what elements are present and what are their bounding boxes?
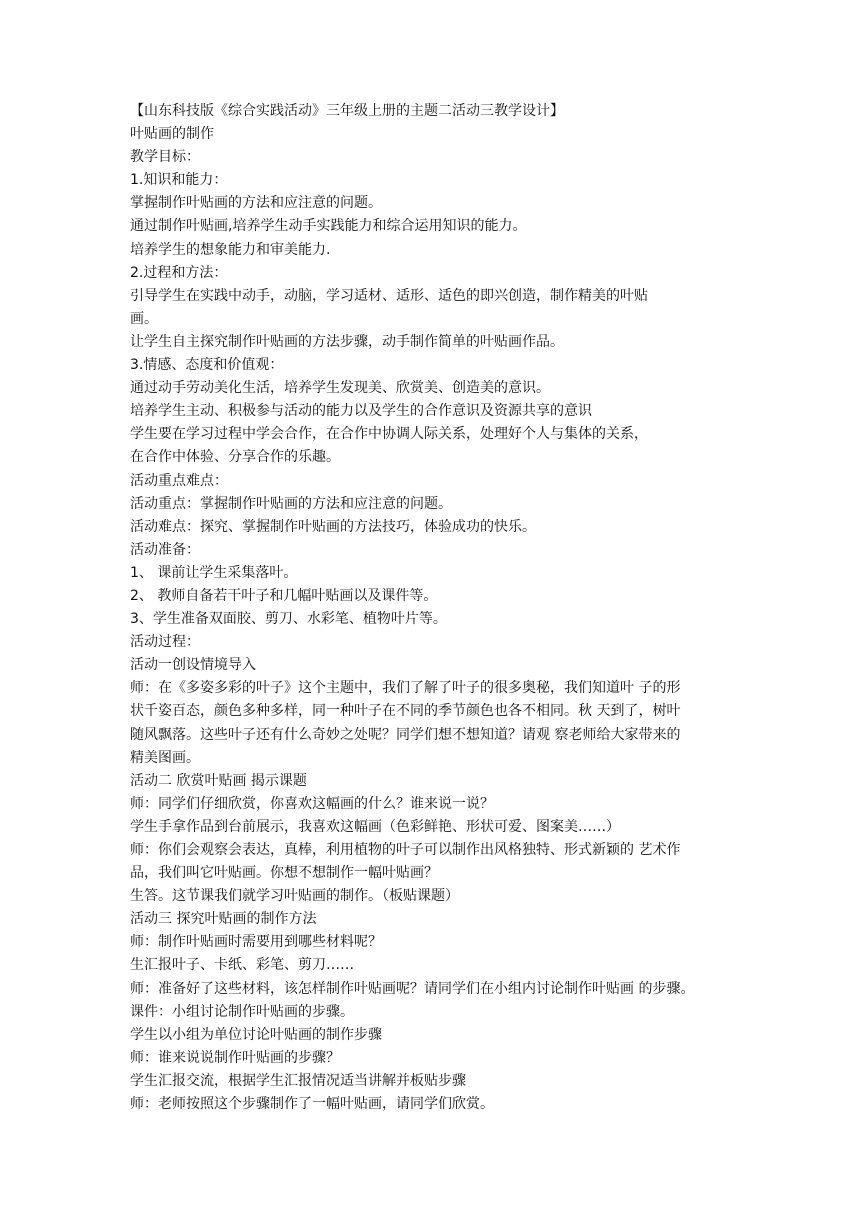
paragraph-line: 师：制作叶贴画时需要用到哪些材料呢？ (130, 934, 382, 951)
paragraph-line: 生答。这节课我们就学习叶贴画的制作。（板贴课题） (130, 888, 459, 905)
paragraph-line: 通过制作叶贴画,培养学生动手实践能力和综合运用知识的能力。 (130, 218, 527, 235)
list-item: 2、 教师自备若干叶子和几幅叶贴画以及课件等。 (130, 587, 438, 604)
paragraph-line: 培养学生主动、积极参与活动的能力以及学生的合作意识及资源共享的意识 (130, 403, 592, 420)
activity-heading: 活动二 欣赏叶贴画 揭示课题 (130, 772, 307, 789)
section-heading-process: 活动过程： (130, 634, 200, 651)
paragraph-line: 活动难点：探究、掌握制作叶贴画的方法技巧，体验成功的快乐。 (130, 518, 536, 535)
paragraph-line: 师：同学们仔细欣赏，你喜欢这幅画的什么？谁来说一说？ (130, 795, 494, 812)
paragraph-line: 师：老师按照这个步骤制作了一幅叶贴画，请同学们欣赏。 (130, 1096, 494, 1113)
paragraph-line: 学生要在学习过程中学会合作，在合作中协调人际关系，处理好个人与集体的关系， (130, 426, 648, 443)
paragraph-line: 精美图画。 (130, 749, 200, 766)
paragraph-line: 品，我们叫它叶贴画。你想不想制作一幅叶贴画？ (130, 865, 438, 882)
list-item: 3、学生准备双面胶、剪刀、水彩笔、植物叶片等。 (130, 611, 447, 628)
subheading-process: 2.过程和方法： (130, 264, 228, 281)
paragraph-line: 状千姿百态，颜色多种多样，同一种叶子在不同的季节颜色也各不相同。秋 天到了，树叶 (130, 703, 681, 720)
subheading-knowledge: 1.知识和能力： (130, 172, 228, 189)
paragraph-line: 让学生自主探究制作叶贴画的方法步骤，动手制作简单的叶贴画作品。 (130, 333, 564, 350)
paragraph-line: 师：在《多姿多彩的叶子》这个主题中，我们了解了叶子的很多奥秘，我们知道叶 子的形 (130, 680, 681, 697)
activity-heading: 活动一创设情境导入 (130, 657, 256, 674)
list-item: 1、 课前让学生采集落叶。 (130, 564, 298, 581)
section-heading-key-points: 活动重点难点： (130, 472, 228, 489)
subheading-emotion: 3.情感、态度和价值观： (130, 357, 284, 374)
lesson-title: 叶贴画的制作 (130, 126, 214, 143)
paragraph-line: 学生手拿作品到台前展示，我喜欢这幅画（色彩鲜艳、形状可爱、图案美‥‥‥） (130, 818, 621, 835)
paragraph-line: 在合作中体验、分享合作的乐趣。 (130, 449, 340, 466)
paragraph-line: 学生以小组为单位讨论叶贴画的制作步骤 (130, 1026, 382, 1043)
paragraph-line: 培养学生的想象能力和审美能力. (130, 241, 331, 258)
paragraph-line: 随风飘落。这些叶子还有什么奇妙之处呢？同学们想不想知道？请观 察老师给大家带来的 (130, 726, 681, 743)
section-heading-preparation: 活动准备： (130, 541, 200, 558)
activity-heading: 活动三 探究叶贴画的制作方法 (130, 911, 317, 928)
paragraph-line: 通过动手劳动美化生活，培养学生发现美、欣赏美、创造美的意识。 (130, 380, 550, 397)
paragraph-line: 师：谁来说说制作叶贴画的步骤？ (130, 1049, 340, 1066)
paragraph-line: 引导学生在实践中动手，动脑，学习适材、适形、适色的即兴创造，制作精美的叶贴 (130, 287, 648, 304)
paragraph-line: 活动重点：掌握制作叶贴画的方法和应注意的问题。 (130, 495, 452, 512)
paragraph-line: 师：准备好了这些材料，该怎样制作叶贴画呢？请同学们在小组内讨论制作叶贴画 的步骤。 (130, 980, 695, 997)
paragraph-line: 师：你们会观察会表达，真棒，利用植物的叶子可以制作出风格独特、形式新颖的 艺术作 (130, 842, 681, 858)
document-body (130, 100, 750, 1116)
paragraph-line: 画。 (130, 310, 158, 327)
paragraph-line: 课件：小组讨论制作叶贴画的步骤。 (130, 1003, 354, 1020)
paragraph-line: 掌握制作叶贴画的方法和应注意的问题。 (130, 195, 382, 212)
document-heading: 【山东科技版《综合实践活动》三年级上册的主题二活动三教学设计】 (130, 103, 564, 119)
paragraph-line: 学生汇报交流，根据学生汇报情况适当讲解并板贴步骤 (130, 1072, 466, 1089)
section-heading-objectives: 教学目标： (130, 149, 200, 166)
paragraph-line: 生汇报叶子、卡纸、彩笔、剪刀‥‥‥ (130, 957, 355, 974)
